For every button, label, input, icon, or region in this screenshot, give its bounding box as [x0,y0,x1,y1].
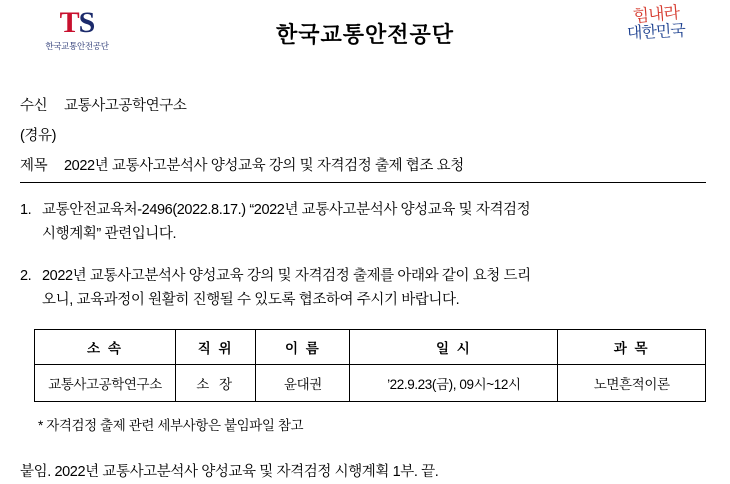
ts-logo-letter-s: S [78,6,95,39]
emblem-line-1: 힘내라 [632,3,680,26]
table-header-affiliation: 소 속 [35,329,176,364]
receiver-line [20,94,706,115]
paragraph-2-number: 2. [20,267,32,284]
cell-datetime: ’22.9.23(금), 09시~12시 [350,364,558,401]
table-head [35,329,706,364]
attachment-line: 붙임. 2022년 교통사고분석사 양성교육 및 자격검정 시행계획 1부. 끝. [20,463,439,480]
paragraph-1 [20,199,706,247]
table-header-name: 이 름 [256,329,350,364]
paragraph-1-line-1: 교통안전교육처-2496(2022.8.17.) “2022년 교통사고분석사 양성교육 및 자격검정 [42,202,531,218]
cell-name: 윤대권 [256,364,350,401]
paragraph-2-text [42,265,706,313]
ts-logo-letter-t: T [59,6,79,39]
info-table-wrapper [0,329,730,402]
via-label: (경유) [20,128,57,144]
ts-logo-caption: 한국교통안전공단 [45,41,109,51]
paragraph-1-text [42,199,706,247]
cell-affiliation: 교통사고공학연구소 [35,364,176,401]
assignment-table [34,329,706,402]
paragraph-1-number: 1. [20,202,32,218]
subject-value: 2022년 교통사고분석사 양성교육 강의 및 자격검정 출제 협조 요청 [64,158,464,174]
page-title: 한국교통안전공단 [275,22,455,47]
table-header-row [35,329,706,364]
receiver-label: 수신 [20,98,48,114]
paragraph-2-line-1: 2022년 교통사고분석사 양성교육 강의 및 자격검정 출제를 아래와 같이 요청 드리 [42,267,531,284]
emblem-line-2: 대한민국 [626,22,686,43]
table-body [35,364,706,401]
table-row [35,364,706,401]
receiver-value: 교통사고공학연구소 [64,98,187,114]
table-header-datetime: 일 시 [350,329,558,364]
campaign-emblem [608,3,704,56]
cell-subject: 노면흔적이론 [558,364,706,401]
paragraph-2 [20,265,706,313]
table-header-position: 직 위 [175,329,256,364]
paragraph-2-line-2: 오니, 교육과정이 원활히 진행될 수 있도록 협조하여 주시기 바랍니다. [42,291,460,308]
document-header [0,0,730,62]
subject-label: 제목 [20,158,48,174]
cell-position: 소 장 [175,364,256,401]
table-note: * 자격검정 출제 관련 세부사항은 붙임파일 참고 [38,417,304,433]
table-header-subject: 과 목 [558,329,706,364]
subject-line [20,154,706,183]
document-body [0,62,730,313]
paragraph-1-line-2: 시행계획” 관련입니다. [42,225,177,242]
